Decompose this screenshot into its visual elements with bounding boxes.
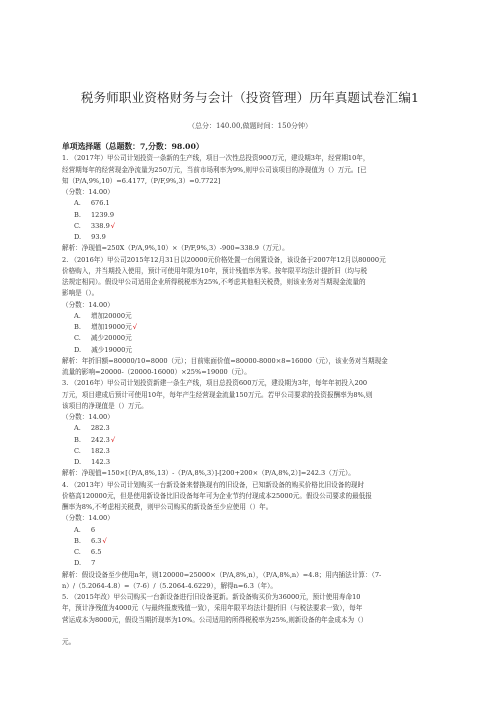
answer-option — [62, 423, 440, 434]
option-text: 6.3 — [90, 536, 102, 545]
option-letter: C. — [74, 334, 81, 343]
question-stem-line: 法规定相同）。假设甲公司适用企业所得税税率为25%,不考虑其他相关税费，则该业务对当期现金流量的 — [62, 278, 366, 286]
question-score: （分数：14.00） — [62, 514, 114, 523]
question-score: （分数：14.00） — [62, 300, 114, 309]
correct-answer-check-icon: √ — [110, 435, 116, 444]
option-text: 7 — [91, 559, 96, 568]
option-letter: B. — [74, 435, 81, 444]
analysis-line: n）/（5.2064-4.8）=（7-6）/（5.2064-4.6229），解得n=6.3（年）。 — [62, 581, 277, 590]
option-letter: D. — [74, 345, 82, 354]
question-stem-line: 2. （2016年）甲公司2015年12月31日以20000元价格处置一台闲置设备，该设备于2007年12月以80000元 — [62, 255, 386, 264]
option-text: 242.3 — [90, 435, 110, 444]
question-score: （分数：14.00） — [62, 188, 114, 196]
option-letter: A. — [74, 525, 81, 534]
section-heading: 单项选择题（总题数：7,分数：98.00） — [62, 142, 204, 151]
question-stem-line: 经营期每年的经营现金净流量为250万元，当前市场利率为9%,则甲公司该项目的净现值为（）万元。[已 — [62, 165, 367, 174]
question-block — [62, 153, 440, 254]
answer-option — [62, 221, 440, 232]
analysis-line: 解析：净现值=150×[（P/A,8%,13）-（P/A,8%,3）]-[200+200×（P/A,8%,2）]=242.3（万元）。 — [62, 469, 355, 478]
option-letter: D. — [74, 559, 82, 568]
question-score: （分数：14.00） — [62, 413, 114, 421]
option-letter: B. — [74, 210, 81, 219]
question-list — [62, 141, 440, 648]
answer-option — [62, 311, 440, 322]
option-letter: C. — [74, 446, 81, 455]
option-text: 减少20000元 — [90, 334, 132, 343]
option-text: 93.9 — [91, 233, 106, 241]
option-text: 676.1 — [90, 199, 110, 208]
option-text: 6 — [90, 525, 96, 534]
answer-option — [62, 210, 440, 221]
answer-option — [62, 322, 440, 333]
question-stem-line — [62, 626, 440, 637]
option-text: 减少19000元 — [91, 345, 132, 354]
option-letter: B. — [74, 536, 81, 545]
option-letter: C. — [74, 221, 81, 230]
answer-option — [62, 457, 440, 468]
option-text: 338.9 — [90, 221, 110, 230]
answer-option — [62, 558, 440, 569]
option-text: 182.3 — [90, 446, 110, 455]
correct-answer-check-icon: √ — [102, 536, 107, 545]
option-text: 增加19000元 — [90, 323, 132, 331]
question-stem-line: 该项目的净现值是（）万元。 — [62, 401, 148, 410]
option-letter: A. — [74, 199, 81, 208]
question-stem-line: 价格高120000元，但是使用新设备比旧设备每年可为企业节约付现成本25000元。假设公司要求的最低报 — [62, 491, 372, 500]
option-letter: C. — [74, 548, 81, 556]
option-letter: A. — [74, 311, 81, 320]
document-title: 税务师职业资格财务与会计（投资管理）历年真题试卷汇编1 — [80, 90, 420, 105]
question-stem-line: 知（P/A,9%,10）=6.4177,（P/F,9%,3）=0.7722] — [62, 176, 221, 185]
question-stem-line: 酬率为8%,不考虑相关税费，则甲公司购买的新设备至少应使用（）年。 — [62, 503, 273, 511]
correct-answer-check-icon: √ — [110, 221, 115, 230]
answer-option — [62, 525, 440, 536]
analysis-line: 解析：净现值=250X（P/A,9%,10）×（P/F,9%,3）-900=338.9（万元）。 — [62, 244, 289, 253]
answer-option — [62, 547, 440, 558]
question-stem-line: 5. （2015年改）甲公司购买一台新设备进行旧设备更新。新设备购买价为36000元，预计使用寿命10 — [62, 593, 361, 601]
question-stem-line: 3. （2016年）甲公司计划投资新建一条生产线，项目总投资600万元，建设期为3年，每年年初投入200 — [62, 379, 368, 388]
option-text: 282.3 — [90, 424, 110, 433]
question-block — [62, 378, 440, 479]
question-block — [62, 255, 440, 379]
exam-meta: （总分：140.00,做题时间：150分钟） — [187, 122, 313, 130]
option-letter: A. — [74, 424, 81, 433]
option-text: 142.3 — [91, 458, 111, 466]
option-text: 1239.9 — [90, 210, 115, 219]
answer-option — [62, 198, 440, 209]
option-letter: B. — [74, 323, 81, 331]
answer-option — [62, 446, 440, 457]
answer-option — [62, 232, 440, 243]
question-stem-line: 价格购入，并当期投入使用，预计可使用年限为10年，预计残值率为零。按年限平均法计提折旧（均与税 — [62, 266, 368, 275]
question-stem-line: 1. （2017年）甲公司计划投资一条新的生产线，项目一次性总投资900万元，建设期3年，经营期10年， — [62, 154, 370, 163]
option-letter: D. — [74, 233, 82, 241]
question-block — [62, 592, 440, 648]
question-stem-line: 元。 — [62, 638, 76, 646]
option-letter: D. — [74, 458, 82, 466]
option-text: 增加20000元 — [90, 311, 132, 320]
question-stem-line: 万元，项目建成后预计可使用10年，每年产生经营现金流量150万元。若甲公司要求的投资报酬率为8%,则 — [62, 390, 373, 399]
answer-option — [62, 435, 440, 446]
question-stem-line: 影响是（）。 — [62, 289, 99, 298]
question-stem-line: 年，预计净残值为4000元（与最终报废残值一致），采用年限平均法计提折旧（与税法要求一致），每年 — [62, 604, 363, 613]
answer-option — [62, 345, 440, 356]
analysis-line: 解析：假设设备至少使用n年，则120000=25000×（P/A,8%,n），（P/A,8%,n）=4.8；用内插法计算：（7- — [62, 570, 382, 579]
answer-option — [62, 536, 440, 547]
analysis-line: 流量的影响=20000-（20000-16000）×25%=19000（元）。 — [62, 368, 251, 376]
question-stem-line: 4. （2013年）甲公司计划购买一台新设备来替换现有的旧设备，已知新设备的购买价格比旧设备的现时 — [62, 480, 365, 489]
question-stem-line: 营运成本为8000元，假设当期折现率为10%。公司适用的所得税税率为25%,则新设备的年金成本为（） — [62, 615, 368, 624]
questions-container — [62, 153, 440, 648]
question-block — [62, 480, 440, 593]
correct-answer-check-icon: √ — [132, 323, 137, 331]
analysis-line: 解析：年折旧额=80000/10=8000（元）；目前账面价值=80000-8000×8=16000（元），该业务对当期现金 — [62, 356, 388, 365]
option-text: 6.5 — [90, 548, 102, 556]
answer-option — [62, 333, 440, 344]
